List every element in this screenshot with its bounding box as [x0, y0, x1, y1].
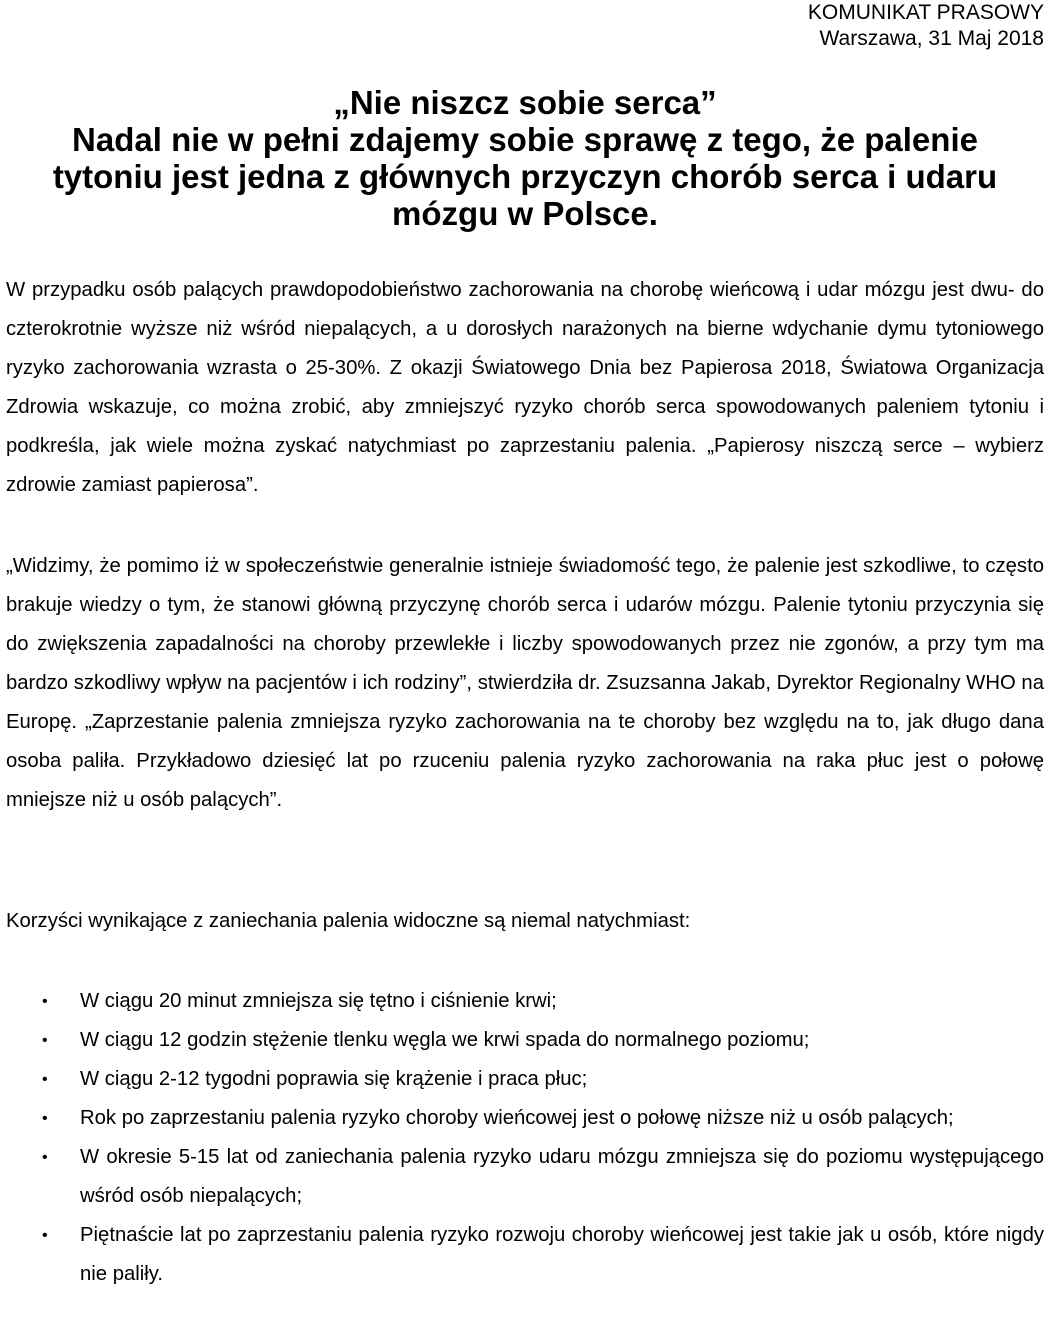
benefits-intro: Korzyści wynikające z zaniechania palenia widoczne są niemal natychmiast: — [6, 910, 691, 932]
title-line: „Nie niszcz sobie serca” — [333, 84, 717, 121]
list-item — [0, 982, 1050, 1021]
page-title — [0, 84, 1050, 232]
bullet-icon: • — [42, 1149, 48, 1166]
list-item-text: W ciągu 20 minut zmniejsza się tętno i ciśnienie krwi; — [80, 990, 557, 1012]
bullet-icon: • — [42, 1110, 48, 1127]
list-item — [0, 1216, 1050, 1294]
title-line: tytoniu jest jedna z głównych przyczyn chorób serca i udaru — [52, 158, 998, 195]
title-line: mózgu w Polsce. — [392, 195, 658, 232]
list-item — [0, 1138, 1050, 1216]
list-item-text: W okresie 5-15 lat od zaniechania palenia ryzyko udaru mózgu zmniejsza się do poziomu występującego wśród osób niepalących; — [80, 1146, 1044, 1207]
document-type-label: KOMUNIKAT PRASOWY — [807, 1, 1044, 24]
quote-paragraph: „Widzimy, że pomimo iż w społeczeństwie generalnie istnieje świadomość tego, że palenie jest szkodliwe, to często brakuje wiedzy o tym, że stanowi główną przyczynę chorób serca i udarów mózgu. Palenie tytoniu przyczynia się do zwiększenia zapadalności na choroby przewlekłe i liczby spowodowanych przez nie zgonów, a przy tym ma bardzo szkodliwy wpływ na pacjentów i ich rodziny”, stwierdziła dr. Zsuzsanna Jakab, Dyrektor Regionalny WHO na Europę. „Zaprzestanie palenia zmniejsza ryzyko zachorowania na te choroby bez względu na to, jak długo dana osoba paliła. Przykładowo dziesięć lat po rzuceniu palenia ryzyko zachorowania na raka płuc jest o połowę mniejsze niż u osób palących”. — [6, 555, 1044, 811]
list-item — [0, 1099, 1050, 1138]
list-item-text: W ciągu 2-12 tygodni poprawia się krążenie i praca płuc; — [80, 1068, 588, 1090]
list-item — [0, 1021, 1050, 1060]
bullet-icon: • — [42, 993, 48, 1010]
bullet-icon: • — [42, 1227, 48, 1244]
bullet-icon: • — [42, 1071, 48, 1088]
press-release-header — [808, 0, 1044, 52]
benefits-list — [0, 982, 1050, 1294]
list-item-text: W ciągu 12 godzin stężenie tlenku węgla we krwi spada do normalnego poziomu; — [80, 1029, 810, 1051]
list-item-text: Rok po zaprzestaniu palenia ryzyko choroby wieńcowej jest o połowę niższe niż u osób palących; — [80, 1107, 954, 1129]
place-and-date: Warszawa, 31 Maj 2018 — [819, 27, 1044, 50]
intro-paragraph: W przypadku osób palących prawdopodobieństwo zachorowania na chorobę wieńcową i udar mózgu jest dwu- do czterokrotnie wyższe niż wśród niepalących, a u dorosłych narażonych na bierne wdychanie dymu tytoniowego ryzyko zachorowania wzrasta o 25-30%. Z okazji Światowego Dnia bez Papierosa 2018, Światowa Organizacja Zdrowia wskazuje, co można zrobić, aby zmniejszyć ryzyko chorób serca spowodowanych paleniem tytoniu i podkreśla, jak wiele można zyskać natychmiast po zaprzestaniu palenia. „Papierosy niszczą serce – wybierz zdrowie zamiast papierosa”. — [6, 279, 1044, 496]
list-item-text: Piętnaście lat po zaprzestaniu palenia ryzyko rozwoju choroby wieńcowej jest takie jak u osób, które nigdy nie paliły. — [80, 1224, 1044, 1285]
list-item — [0, 1060, 1050, 1099]
bullet-icon: • — [42, 1032, 48, 1049]
title-line: Nadal nie w pełni zdajemy sobie sprawę z tego, że palenie — [72, 121, 978, 158]
